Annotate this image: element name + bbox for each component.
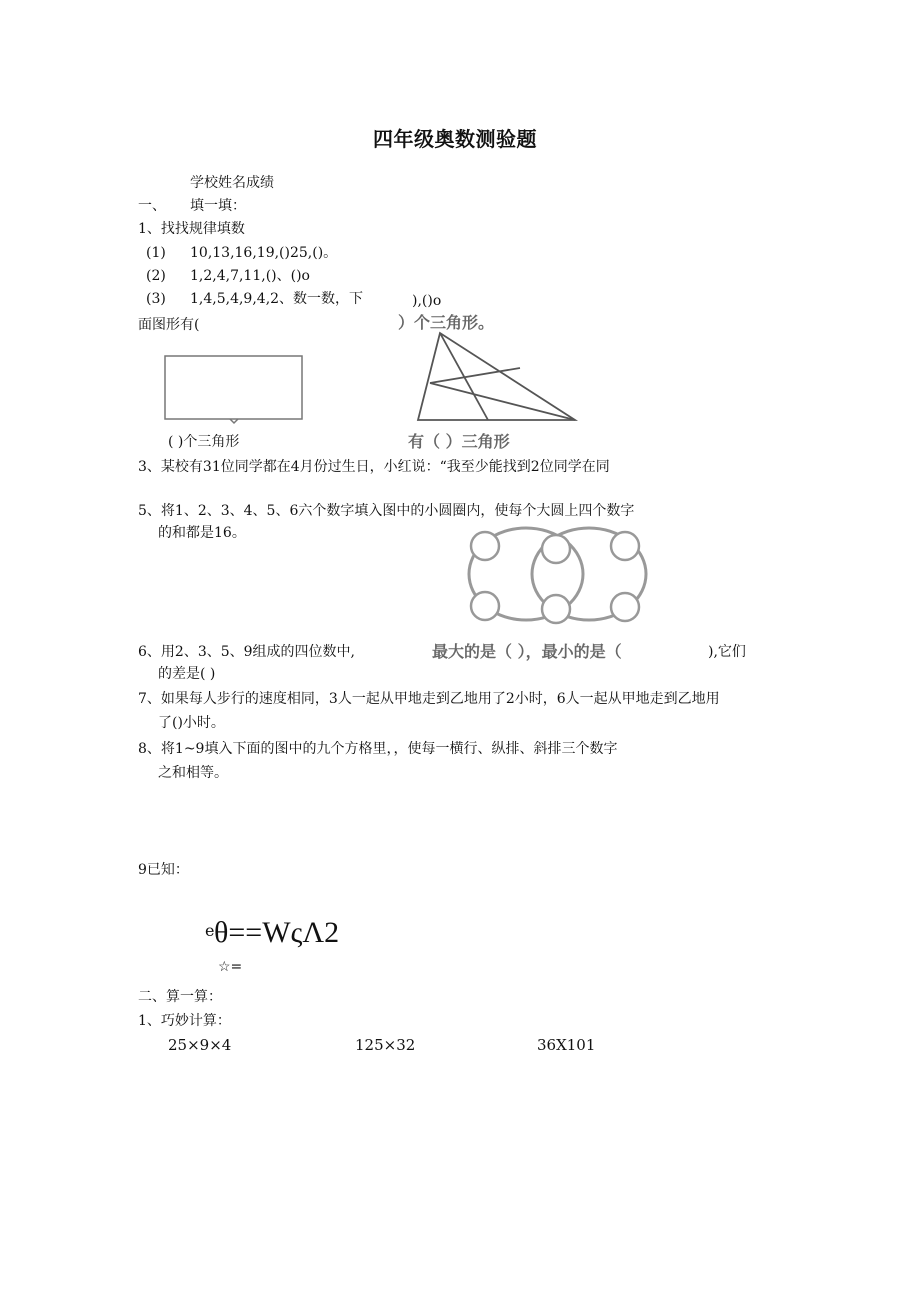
q9-formula-sup: e	[205, 921, 215, 940]
q7-line1: 7、如果每人步行的速度相同，3人一起从甲地走到乙地用了2小时，6人一起从甲地走到乙地用	[138, 691, 720, 707]
q1-item3-label: (3)	[146, 291, 166, 307]
q1-item2-label: (2)	[146, 268, 166, 284]
q9-formula: θ==WςΛ2	[214, 916, 340, 949]
calc-title: 1、巧妙计算：	[138, 1013, 231, 1029]
section1-label: 填一填：	[190, 198, 246, 214]
section2-title: 二、算一算：	[138, 989, 222, 1005]
calc-item-3: 36X101	[537, 1036, 596, 1054]
q1-item1-text: 10,13,16,19,()25,()。	[190, 245, 338, 261]
q1-item3-tail: ),()o	[412, 293, 442, 309]
two-circles-figure	[462, 522, 652, 632]
page-title: 四年级奥数测验题	[373, 127, 537, 151]
q5-line1: 5、将1、2、3、4、5、6六个数字填入图中的小圆圈内，使每个大圆上四个数字	[138, 503, 635, 519]
q1-item1-label: (1)	[146, 245, 166, 261]
q1-item3-text: 1,4,5,4,9,4,2、数一数，下	[190, 291, 364, 307]
triangle-figure	[410, 330, 585, 425]
rectangle-figure	[160, 353, 305, 423]
q2-prompt: 面图形有(	[138, 317, 200, 333]
q5-line2: 的和都是16。	[158, 525, 246, 541]
q2-prompt-right: ）个三角形。	[398, 313, 495, 332]
q7-line2: 了()小时。	[158, 715, 225, 731]
q9-star: ☆=	[218, 959, 243, 975]
q8-line1: 8、将1~9填入下面的图中的九个方格里，，使每一横行、纵排、斜排三个数字	[138, 741, 618, 757]
q2-caption-left: ( )个三角形	[168, 434, 240, 450]
header-line: 学校姓名成绩	[190, 175, 274, 191]
q1-title: 1、找找规律填数	[138, 221, 245, 237]
q6-line1-left: 6、用2、3、5、9组成的四位数中,	[138, 644, 355, 660]
q6-line2: 的差是( )	[158, 666, 216, 682]
calc-item-2: 125×32	[355, 1036, 416, 1054]
q9-label: 9已知：	[138, 862, 189, 878]
q6-line1-right: ),它们	[708, 644, 746, 660]
calc-item-1: 25×9×4	[168, 1036, 232, 1054]
q2-caption-right: 有（ ）三角形	[408, 432, 510, 451]
q3-text: 3、某校有31位同学都在4月份过生日，小红说：“我至少能找到2位同学在同	[138, 459, 610, 475]
q6-line1-mid: 最大的是（ ），最小的是（	[432, 642, 622, 661]
q1-item2-text: 1,2,4,7,11,()、()o	[190, 268, 310, 284]
q8-line2: 之和相等。	[158, 765, 228, 781]
section1-number: 一、	[138, 198, 166, 214]
